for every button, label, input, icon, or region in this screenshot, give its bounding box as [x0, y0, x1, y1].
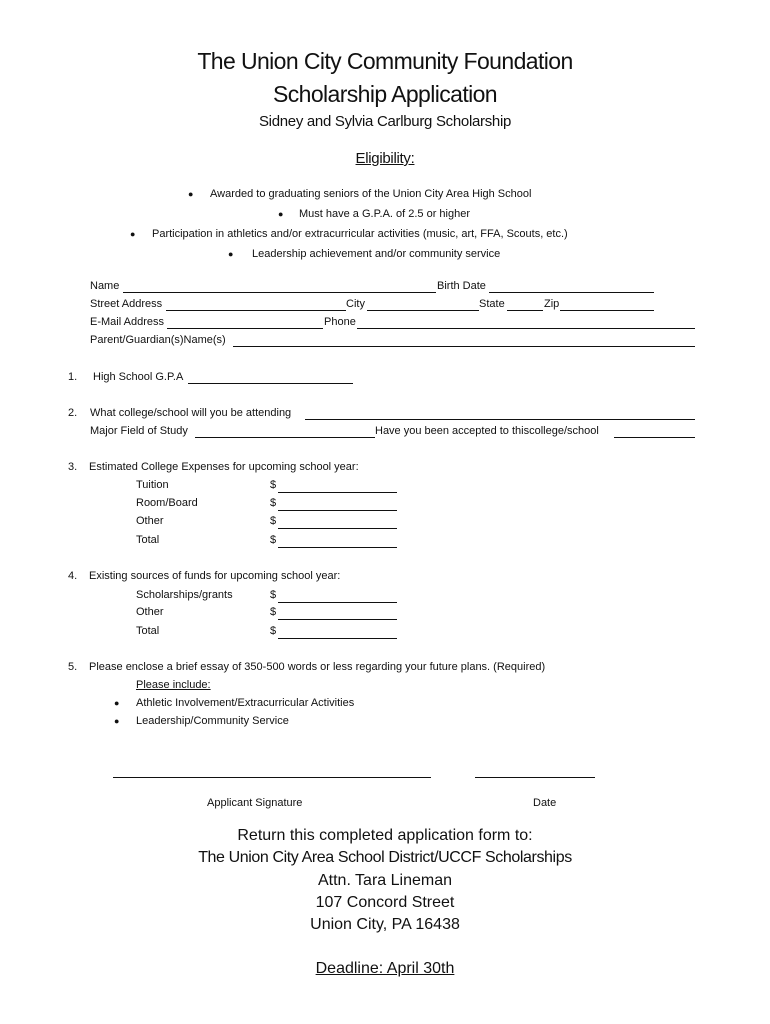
signature-field[interactable] — [113, 777, 431, 778]
major-field[interactable] — [195, 437, 375, 438]
other-funds-field[interactable] — [278, 619, 397, 620]
currency-symbol: $ — [270, 534, 277, 546]
question-number: 2. — [68, 407, 78, 419]
question-number: 1. — [68, 371, 78, 383]
total-funds-field[interactable] — [278, 638, 397, 639]
zip-label: Zip — [544, 298, 560, 310]
expense-row-label: Total — [136, 534, 160, 546]
funds-label: Existing sources of funds for upcoming school year: — [89, 570, 341, 582]
other-expense-field[interactable] — [278, 528, 397, 529]
return-street: 107 Concord Street — [315, 894, 455, 911]
deadline: Deadline: April 30th — [315, 960, 455, 977]
gpa-label: High School G.P.A — [93, 371, 184, 383]
question-number: 4. — [68, 570, 78, 582]
scholarship-name: Sidney and Sylvia Carlburg Scholarship — [258, 113, 512, 130]
date-field[interactable] — [475, 777, 595, 778]
form-title: The Union City Community Foundation — [197, 48, 573, 74]
eligibility-heading: Eligibility: — [355, 150, 415, 167]
zip-field[interactable] — [560, 310, 654, 311]
expense-row-label: Other — [136, 515, 164, 527]
state-label: State — [479, 298, 505, 310]
eligibility-item: ● Leadership achievement and/or community service — [228, 248, 501, 260]
currency-symbol: $ — [270, 497, 277, 509]
expense-row-label: Room/Board — [136, 497, 198, 509]
name-field[interactable] — [123, 292, 436, 293]
funds-row-label: Other — [136, 606, 164, 618]
include-label: Please include: — [136, 679, 211, 691]
funds-row-label: Scholarships/grants — [136, 589, 233, 601]
parent-label: Parent/Guardian(s)Name(s) — [90, 334, 226, 346]
total-expense-field[interactable] — [278, 547, 397, 548]
expenses-label: Estimated College Expenses for upcoming school year: — [89, 461, 359, 473]
major-label: Major Field of Study — [90, 425, 188, 437]
signature-label: Applicant Signature — [207, 797, 303, 809]
parent-field[interactable] — [233, 346, 695, 347]
date-label: Date — [533, 797, 557, 809]
room-board-field[interactable] — [278, 510, 397, 511]
question-number: 5. — [68, 661, 78, 673]
eligibility-item: ● Participation in athletics and/or extracurricular activities (music, art, FFA, Scouts, etc.) — [130, 228, 568, 240]
return-attention: Attn. Tara Lineman — [317, 872, 452, 889]
expense-row-label: Tuition — [136, 479, 169, 491]
currency-symbol: $ — [270, 589, 277, 601]
phone-label: Phone — [324, 316, 356, 328]
email-label: E-Mail Address — [90, 316, 164, 328]
funds-row-label: Total — [136, 625, 160, 637]
currency-symbol: $ — [270, 606, 277, 618]
tuition-field[interactable] — [278, 492, 397, 493]
college-field[interactable] — [305, 419, 695, 420]
college-label: What college/school will you be attending — [90, 407, 292, 419]
return-organization: The Union City Area School District/UCCF Scholarships — [198, 849, 572, 866]
phone-field[interactable] — [357, 328, 695, 329]
birth-date-field[interactable] — [489, 292, 654, 293]
form-subtitle: Scholarship Application — [272, 81, 498, 107]
return-city: Union City, PA 16438 — [310, 916, 460, 933]
question-number: 3. — [68, 461, 78, 473]
essay-label: Please enclose a brief essay of 350-500 words or less regarding your future plans. (Required) — [89, 661, 546, 673]
city-field[interactable] — [367, 310, 479, 311]
currency-symbol: $ — [270, 625, 277, 637]
scholarships-field[interactable] — [278, 602, 397, 603]
essay-item: ● Athletic Involvement/Extracurricular Activities — [114, 697, 355, 709]
street-label: Street Address — [90, 298, 163, 310]
gpa-field[interactable] — [188, 383, 353, 384]
email-field[interactable] — [167, 328, 323, 329]
accepted-field[interactable] — [614, 437, 695, 438]
street-field[interactable] — [166, 310, 346, 311]
accepted-label: Have you been accepted to thiscollege/school — [375, 425, 599, 437]
eligibility-item: ● Must have a G.P.A. of 2.5 or higher — [278, 208, 471, 220]
essay-item: ● Leadership/Community Service — [114, 715, 289, 727]
return-heading: Return this completed application form to: — [237, 827, 533, 844]
eligibility-item: ● Awarded to graduating seniors of the Union City Area High School — [188, 188, 532, 200]
name-label: Name — [90, 280, 120, 292]
currency-symbol: $ — [270, 515, 277, 527]
city-label: City — [346, 298, 365, 310]
currency-symbol: $ — [270, 479, 277, 491]
birth-date-label: Birth Date — [437, 280, 486, 292]
state-field[interactable] — [507, 310, 543, 311]
